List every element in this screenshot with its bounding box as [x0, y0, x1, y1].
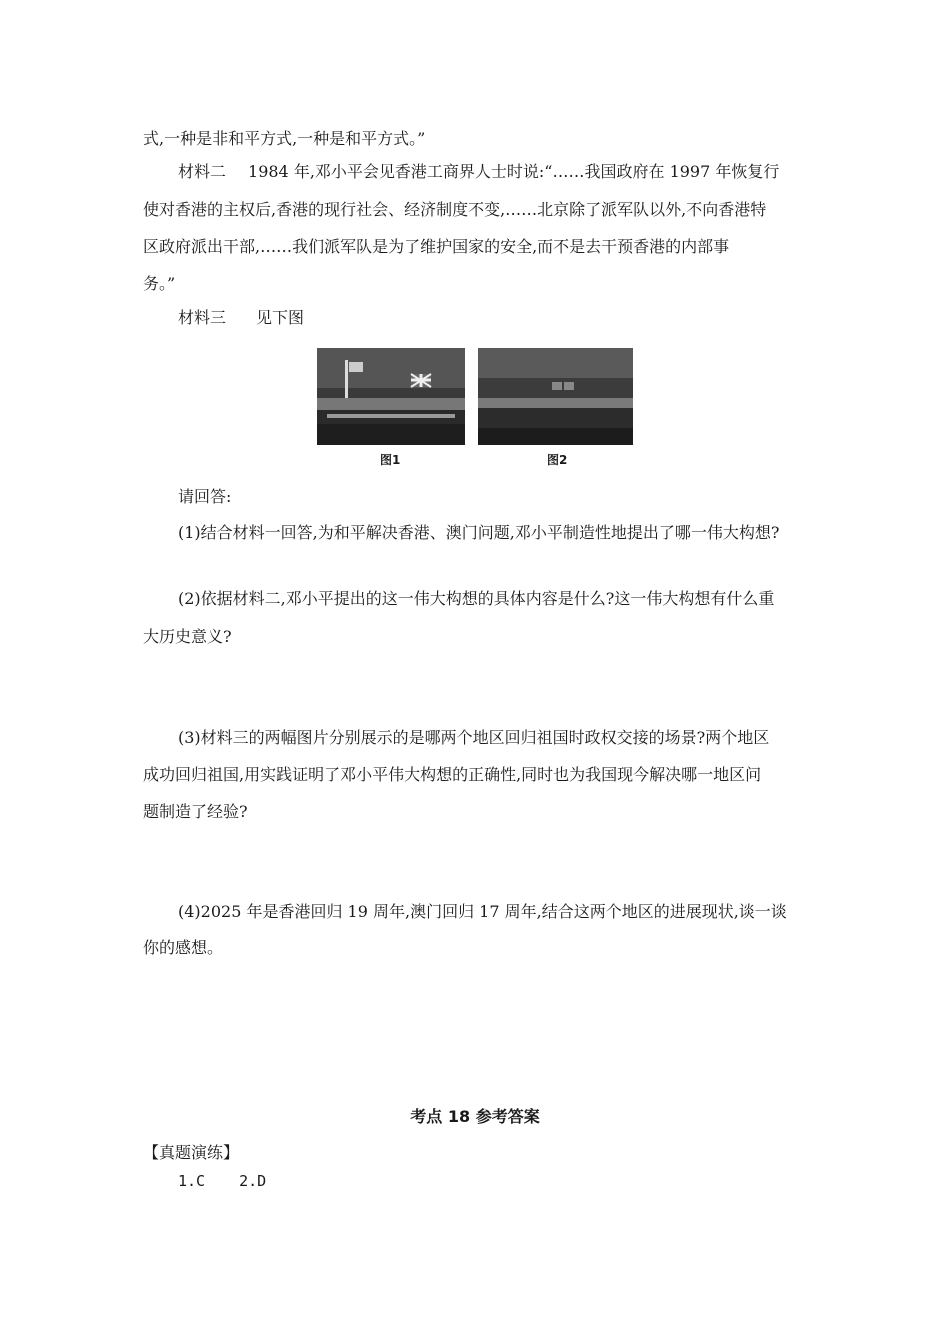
answer-section-title: 考点 18 参考答案 [410, 1107, 540, 1126]
material2-line2: 使对香港的主权后,香港的现行社会、经济制度不变,……北京除了派军队以外,不向香港特 [143, 200, 767, 219]
question-2-line1: (2)依据材料二,邓小平提出的这一伟大构想的具体内容是什么?这一伟大构想有什么重 [178, 589, 775, 608]
figure-1-photo [317, 348, 465, 445]
material2-line1 [178, 162, 779, 182]
question-4-line1: (4)2025 年是香港回归 19 周年,澳门回归 17 周年,结合这两个地区的进展现状,谈一谈 [178, 902, 787, 921]
material2-label: 材料二 [178, 162, 227, 181]
material2-text: 1984 年,邓小平会见香港工商界人士时说:“……我国政府在 1997 年恢复行 [248, 162, 780, 181]
material1-tail: 式,一种是非和平方式,一种是和平方式。” [143, 129, 426, 148]
answer-list [178, 1172, 266, 1190]
answer-item: 2.D [239, 1172, 267, 1190]
ceremony-photo-2-icon [478, 348, 633, 445]
figure-2-photo [478, 348, 633, 445]
question-1: (1)结合材料一回答,为和平解决香港、澳门问题,邓小平制造性地提出了哪一伟大构想? [178, 523, 780, 542]
question-2-line2: 大历史意义? [143, 627, 232, 646]
questions-prompt: 请回答: [178, 487, 232, 506]
material3-text: 见下图 [256, 308, 305, 327]
question-3-line1: (3)材料三的两幅图片分别展示的是哪两个地区回归祖国时政权交接的场景?两个地区 [178, 728, 770, 747]
figure-2-caption: 图2 [547, 453, 568, 467]
material2-line4: 务。” [143, 274, 176, 293]
material2-line3: 区政府派出干部,……我们派军队是为了维护国家的安全,而不是去干预香港的内部事 [143, 237, 730, 256]
question-3-line3: 题制造了经验? [143, 802, 248, 821]
answer-subsection-heading: 【真题演练】 [143, 1143, 240, 1162]
figure-1-caption: 图1 [380, 453, 401, 467]
material3-line [178, 308, 304, 328]
question-4-line2: 你的感想。 [143, 938, 224, 957]
answer-item: 1.C [178, 1172, 206, 1190]
question-3-line2: 成功回归祖国,用实践证明了邓小平伟大构想的正确性,同时也为我国现今解决哪一地区问 [143, 765, 762, 784]
ceremony-photo-1-icon [317, 348, 465, 445]
material3-label: 材料三 [178, 308, 227, 327]
